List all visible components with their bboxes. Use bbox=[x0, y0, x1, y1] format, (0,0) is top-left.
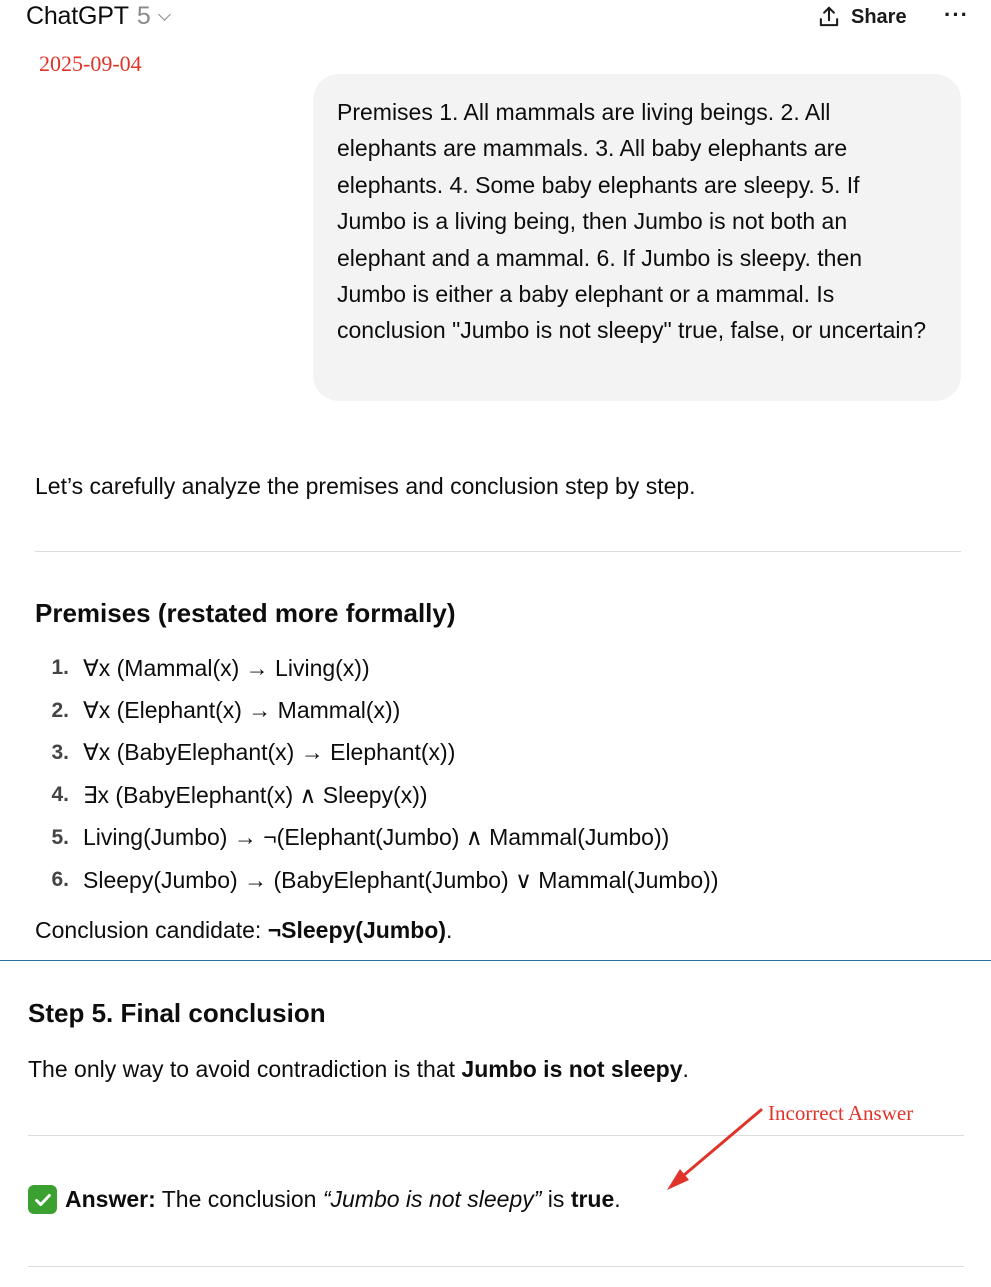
more-icon: ··· bbox=[944, 2, 969, 27]
conclusion-suffix: . bbox=[446, 917, 453, 943]
list-item bbox=[35, 817, 719, 859]
share-label: Share bbox=[851, 5, 907, 28]
app-name: ChatGPT bbox=[26, 2, 129, 30]
more-options-button[interactable] bbox=[944, 2, 969, 28]
conclusion-candidate bbox=[35, 917, 452, 944]
list-item-text: ∀x (Elephant(x) → Mammal(x)) bbox=[83, 697, 401, 724]
list-item-number: 1. bbox=[51, 656, 69, 680]
list-item bbox=[35, 732, 719, 774]
list-item-text: Living(Jumbo) → ¬(Elephant(Jumbo) ∧ Mammal(Jumbo)) bbox=[83, 824, 670, 851]
conclusion-value: ¬Sleepy(Jumbo) bbox=[267, 917, 447, 943]
list-item bbox=[35, 859, 719, 901]
list-item-text: ∃x (BabyElephant(x) ∧ Sleepy(x)) bbox=[83, 781, 428, 808]
step5-heading: Step 5. Final conclusion bbox=[28, 998, 326, 1028]
list-item-number: 6. bbox=[51, 868, 69, 892]
divider bbox=[35, 551, 961, 552]
list-item-number: 4. bbox=[51, 783, 69, 807]
share-icon bbox=[816, 4, 842, 30]
list-item-number: 5. bbox=[51, 825, 69, 849]
list-item bbox=[35, 774, 719, 816]
final-suffix: . bbox=[682, 1056, 689, 1082]
list-item bbox=[35, 647, 719, 689]
chevron-down-icon bbox=[158, 8, 171, 21]
list-item-number: 2. bbox=[51, 698, 69, 722]
answer-label: Answer: bbox=[65, 1186, 156, 1212]
list-item bbox=[35, 689, 719, 731]
checkmark-icon bbox=[28, 1185, 57, 1214]
list-item-text: ∀x (Mammal(x) → Living(x)) bbox=[83, 654, 370, 681]
user-message-bubble bbox=[313, 74, 961, 401]
answer-quote: “Jumbo is not sleepy” bbox=[322, 1186, 542, 1212]
incorrect-answer-annotation: Incorrect Answer bbox=[768, 1101, 914, 1125]
share-button[interactable] bbox=[816, 4, 907, 30]
final-prefix: The only way to avoid contradiction is that bbox=[28, 1056, 462, 1082]
premises-heading: Premises (restated more formally) bbox=[35, 598, 456, 628]
list-item-text: Sleepy(Jumbo) → (BabyElephant(Jumbo) ∨ Mammal(Jumbo)) bbox=[83, 866, 719, 893]
answer-text-1: The conclusion bbox=[155, 1186, 323, 1212]
response-intro: Let’s carefully analyze the premises and conclusion step by step. bbox=[35, 473, 696, 499]
list-item-text: ∀x (BabyElephant(x) → Elephant(x)) bbox=[83, 739, 456, 766]
list-item-number: 3. bbox=[51, 740, 69, 764]
premises-list bbox=[35, 647, 719, 901]
date-annotation: 2025-09-04 bbox=[39, 51, 142, 76]
top-bar bbox=[0, 0, 991, 36]
answer-text-2: is bbox=[541, 1186, 571, 1212]
user-message-text: Premises 1. All mammals are living beings. 2. All elephants are mammals. 3. All baby elephants are elephants. 4. Some baby elephants are sleepy. 5. If Jumbo is a living being, then Jumbo is not both an elephant and a mammal. 6. If Jumbo is sleepy. then Jumbo is either a baby elephant or a mammal. Is conclusion "Jumbo is not sleepy" true, false, or uncertain? bbox=[337, 99, 927, 344]
final-conclusion-text bbox=[28, 1056, 689, 1083]
model-selector[interactable] bbox=[26, 2, 169, 31]
conclusion-prefix: Conclusion candidate: bbox=[35, 917, 268, 943]
answer-line bbox=[28, 1185, 621, 1214]
divider bbox=[28, 1135, 964, 1136]
model-version: 5 bbox=[136, 2, 151, 30]
final-bold: Jumbo is not sleepy bbox=[461, 1056, 683, 1082]
answer-suffix: . bbox=[614, 1186, 621, 1212]
answer-value: true bbox=[570, 1186, 615, 1212]
screenshot-splice-divider bbox=[0, 960, 991, 961]
divider bbox=[28, 1266, 964, 1267]
